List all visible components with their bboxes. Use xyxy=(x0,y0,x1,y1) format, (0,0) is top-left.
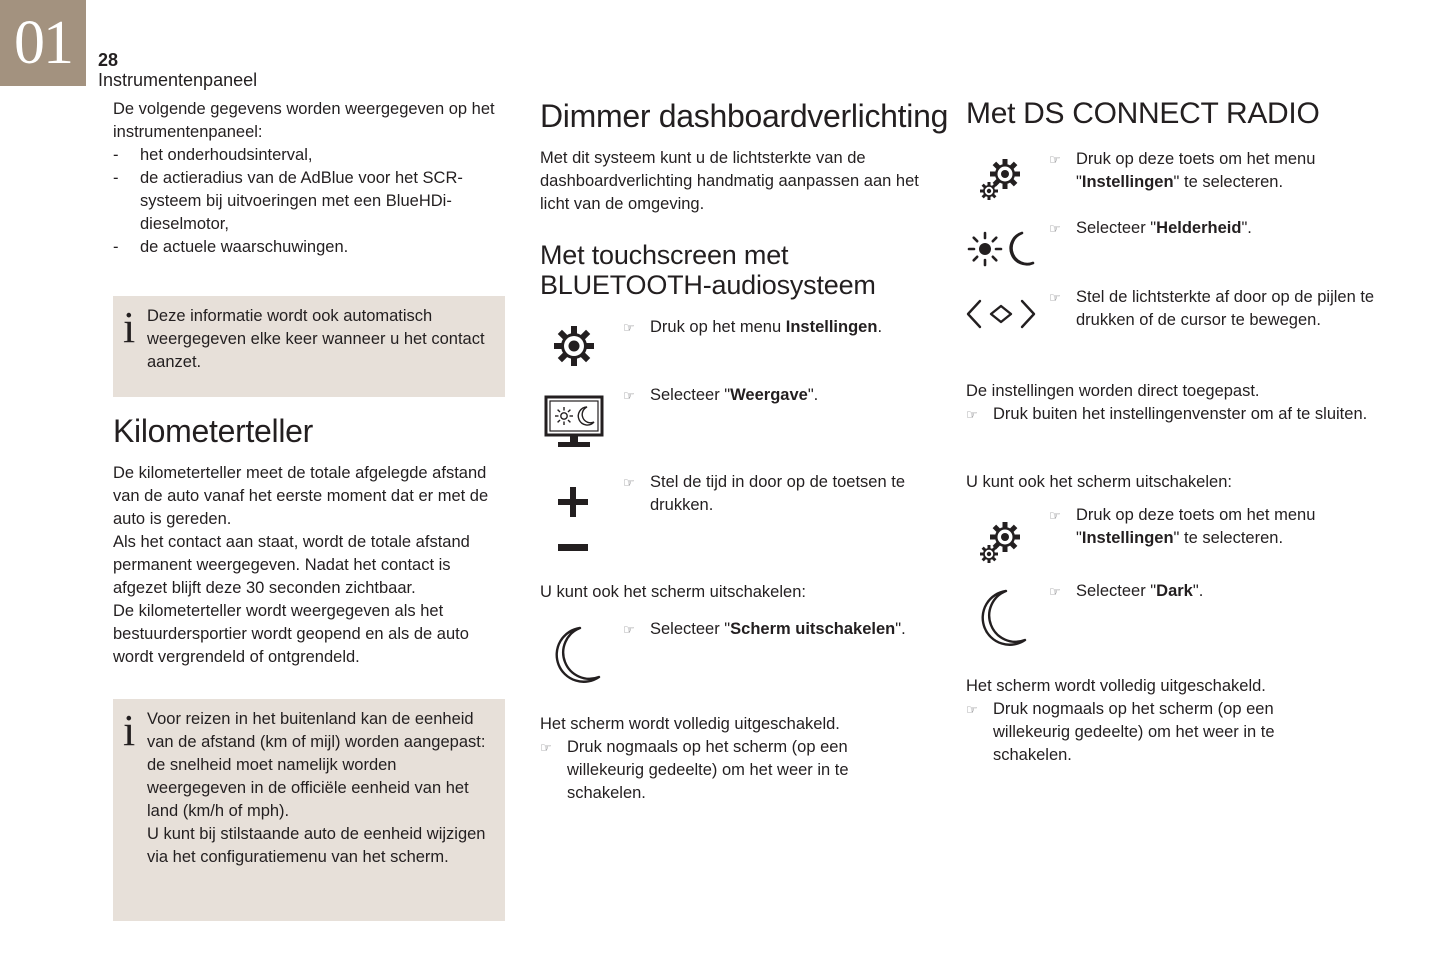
step-text: " te selecteren. xyxy=(1173,529,1284,547)
step-text: ". xyxy=(1192,582,1204,600)
intro-text: De volgende gegevens worden weergegeven op het instrumentenpaneel: xyxy=(113,100,495,141)
chapter-tab: 01 xyxy=(0,0,86,86)
step-text: Druk op deze toets om het menu " xyxy=(1076,506,1316,547)
list-item: - de actuele waarschuwingen. xyxy=(113,236,503,259)
hand-pointer-icon: ☞ xyxy=(623,388,635,403)
step-text: Druk nogmaals op het scherm (op een willekeurig gedeelte) om het weer in te schakelen. xyxy=(993,700,1275,764)
step-text: Selecteer " xyxy=(1076,582,1157,600)
screen-off-result: Het scherm wordt volledig uitgeschakeld. xyxy=(540,715,840,733)
info-i-icon: i xyxy=(123,303,136,352)
step-screen-on xyxy=(540,736,907,805)
double-gear-icon xyxy=(980,158,1022,200)
hand-pointer-icon: ☞ xyxy=(540,740,552,755)
moon-icon xyxy=(550,625,602,687)
odometer-title: Kilometerteller xyxy=(113,413,314,449)
step-text: Druk op deze toets om het menu " xyxy=(1076,150,1316,191)
step-keyword: Instellingen xyxy=(1081,173,1174,191)
minus-icon xyxy=(558,544,588,551)
subtitle-line: BLUETOOTH-audiosysteem xyxy=(540,270,876,300)
step-screen-off xyxy=(623,618,960,641)
sun-moon-icon xyxy=(967,230,1035,268)
step-text: . xyxy=(877,318,883,336)
step-text: Selecteer " xyxy=(1076,219,1157,237)
step-text: Selecteer " xyxy=(650,620,731,638)
step-select-dark xyxy=(1049,580,1376,603)
odometer-paragraph: De kilometerteller wordt weergegeven als het bestuurdersportier wordt geopend en als de auto wordt vergrendeld of ontgrendeld. xyxy=(113,602,469,666)
step-text: ". xyxy=(807,386,819,404)
screen-off-intro: U kunt ook het scherm uitschakelen: xyxy=(540,583,806,601)
step-keyword: Dark xyxy=(1156,582,1193,600)
info-text: Deze informatie wordt ook automatisch weergegeven elke keer wanneer u het contact aanzet. xyxy=(147,307,485,371)
hand-pointer-icon: ☞ xyxy=(623,475,635,490)
step-text: Druk buiten het instellingenvenster om af te sluiten. xyxy=(993,405,1368,423)
step-settings-menu xyxy=(623,316,960,339)
hand-pointer-icon: ☞ xyxy=(623,320,635,335)
step-text: ". xyxy=(895,620,906,638)
step-select-display xyxy=(623,384,960,407)
step-text: ". xyxy=(1241,219,1252,237)
odometer-paragraph: De kilometerteller meet de totale afgelegde afstand van de auto vanaf het eerste moment dat er met de auto is gereden. xyxy=(113,464,489,528)
hand-pointer-icon: ☞ xyxy=(623,622,635,637)
step-adjust-brightness xyxy=(1049,286,1376,332)
ds-connect-title: Met DS CONNECT RADIO xyxy=(966,97,1320,130)
hand-pointer-icon: ☞ xyxy=(966,407,978,422)
list-item: - het onderhoudsinterval, xyxy=(113,144,503,167)
info-box-units xyxy=(113,699,505,921)
screen-off-result: Het scherm wordt volledig uitgeschakeld. xyxy=(966,677,1266,695)
step-text: Selecteer " xyxy=(650,386,731,404)
odometer-body xyxy=(113,462,505,669)
hand-pointer-icon: ☞ xyxy=(1049,221,1061,236)
page-number: 28 xyxy=(98,50,119,70)
step-text: Stel de tijd in door op de toetsen te drukken. xyxy=(650,473,906,514)
hand-pointer-icon: ☞ xyxy=(1049,152,1061,167)
screen-off-intro: U kunt ook het scherm uitschakelen: xyxy=(966,473,1232,491)
step-close-settings xyxy=(966,403,1373,426)
step-keyword: Helderheid xyxy=(1156,219,1242,237)
gear-icon xyxy=(553,325,595,367)
step-select-brightness xyxy=(1049,217,1376,240)
step-text: " te selecteren. xyxy=(1173,173,1284,191)
step-set-time xyxy=(623,471,960,517)
step-text: Druk nogmaals op het scherm (op een willekeurig gedeelte) om het weer in te schakelen. xyxy=(567,738,849,802)
hand-pointer-icon: ☞ xyxy=(1049,290,1061,305)
info-list xyxy=(113,144,503,259)
info-paragraph: Voor reizen in het buitenland kan de eenheid van de afstand (km of mijl) worden aangepast: de snelheid moet namelijk worden weergegeven in de officiële eenheid van het land (km/h of mph). xyxy=(147,710,486,820)
hand-pointer-icon: ☞ xyxy=(1049,584,1061,599)
step-text: Druk op het menu xyxy=(650,318,786,336)
info-text xyxy=(147,708,497,869)
odometer-paragraph: Als het contact aan staat, wordt de totale afstand permanent weergegeven. Nadat het contact is afgezet blijft deze 30 seconden zichtbaar. xyxy=(113,533,470,597)
hand-pointer-icon: ☞ xyxy=(1049,508,1061,523)
moon-icon xyxy=(975,588,1029,650)
step-press-settings xyxy=(1049,504,1376,550)
left-right-arrows-icon xyxy=(966,298,1036,330)
step-keyword: Scherm uitschakelen xyxy=(730,620,896,638)
dimmer-intro: Met dit systeem kunt u de lichtsterkte van de dashboardverlichting handmatig aanpassen aan het licht van de omgeving. xyxy=(540,149,919,213)
step-keyword: Weergave xyxy=(730,386,808,404)
step-text: Stel de lichtsterkte af door op de pijlen te drukken of de cursor te bewegen. xyxy=(1076,288,1375,329)
settings-applied-text: De instellingen worden direct toegepast. xyxy=(966,382,1260,400)
info-i-icon: i xyxy=(123,706,136,755)
info-paragraph: U kunt bij stilstaande auto de eenheid wijzigen via het configuratiemenu van het scherm. xyxy=(147,825,486,866)
monitor-sun-moon-icon xyxy=(544,395,604,449)
step-screen-on xyxy=(966,698,1333,767)
info-box-automatic xyxy=(113,296,505,397)
touchscreen-subtitle xyxy=(540,240,930,300)
hand-pointer-icon: ☞ xyxy=(966,702,978,717)
step-keyword: Instellingen xyxy=(785,318,878,336)
section-name: Instrumentenpaneel xyxy=(98,70,258,90)
plus-icon xyxy=(558,487,588,517)
dimmer-title: Dimmer dashboardverlichting xyxy=(540,98,949,134)
step-keyword: Instellingen xyxy=(1081,529,1174,547)
step-press-settings xyxy=(1049,148,1376,194)
subtitle-line: Met touchscreen met xyxy=(540,240,789,270)
double-gear-icon xyxy=(980,521,1022,563)
list-item: - de actieradius van de AdBlue voor het SCR-systeem bij uitvoeringen met een BlueHDi-dieselmotor, xyxy=(113,167,503,236)
